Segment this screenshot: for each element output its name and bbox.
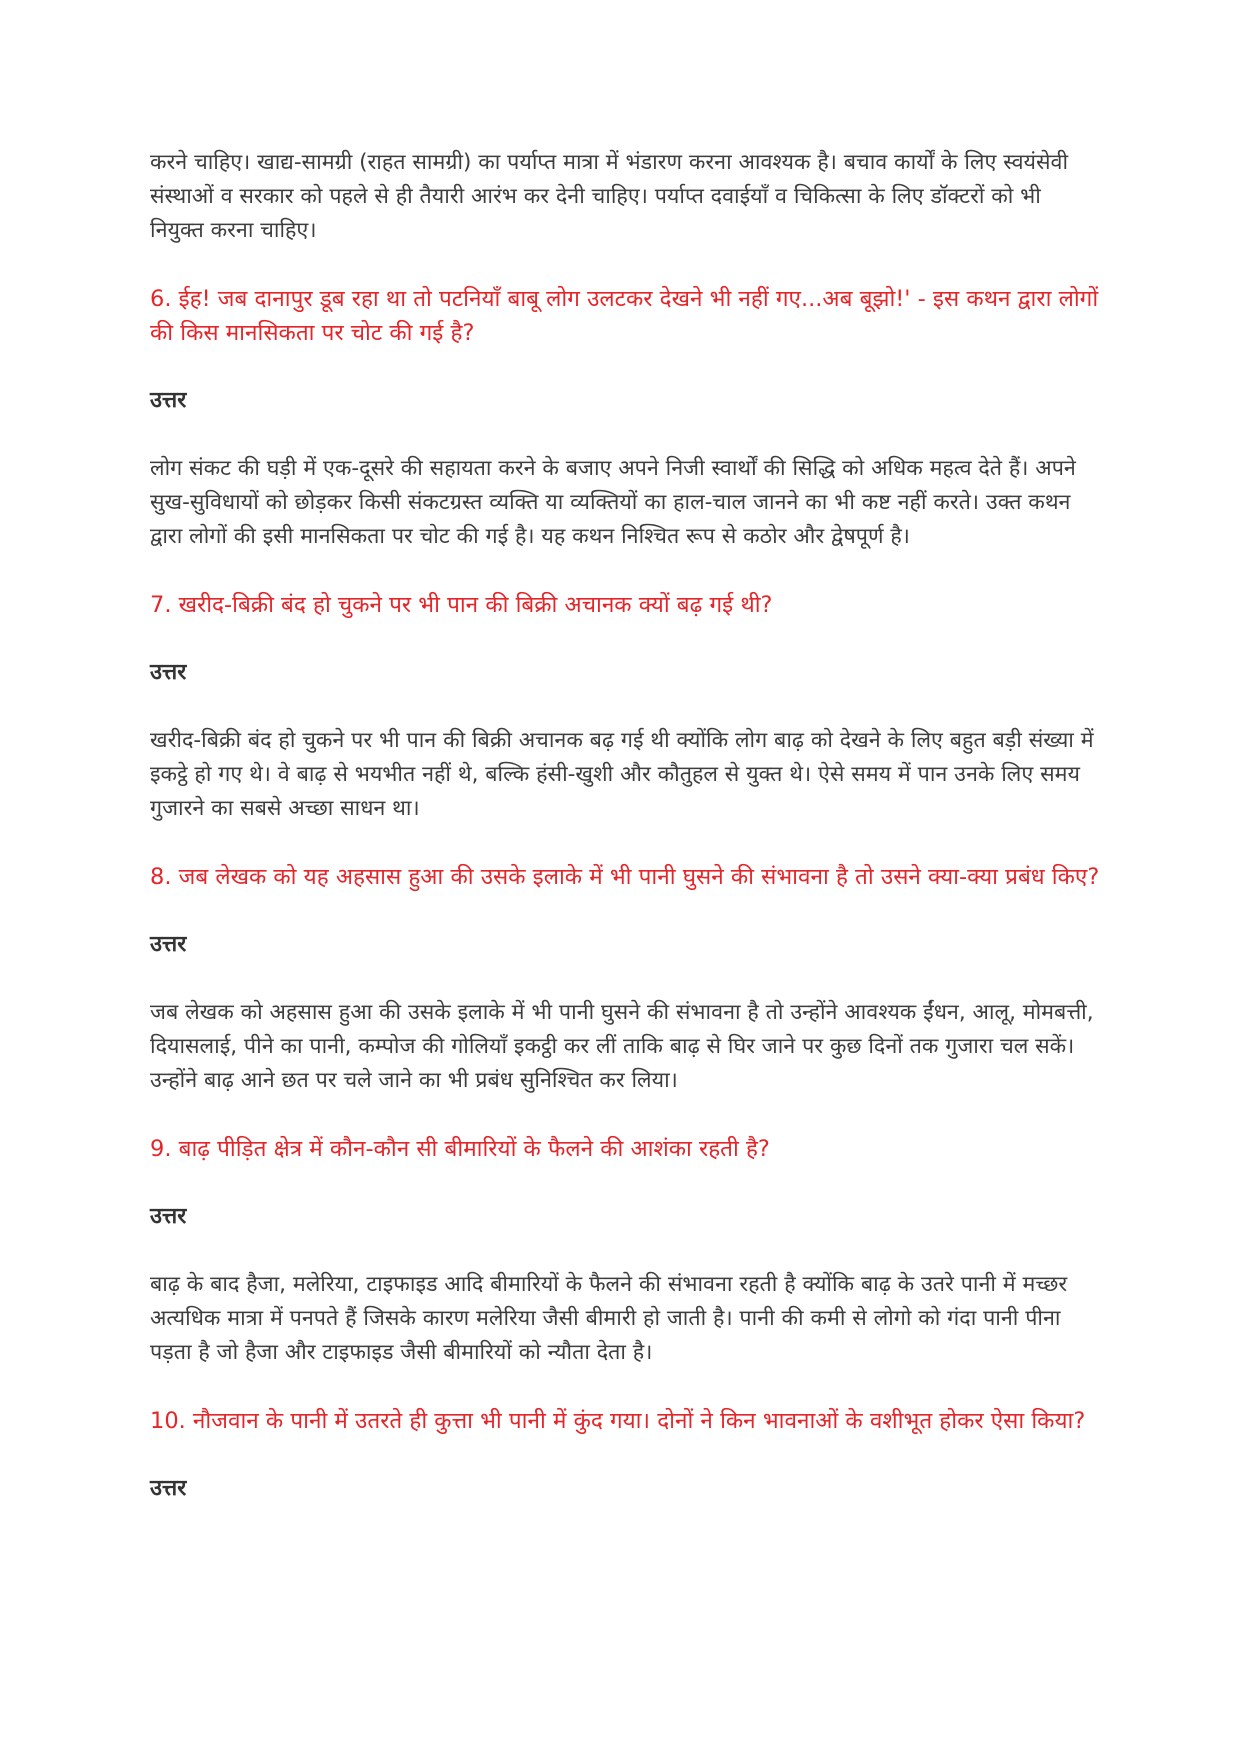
document-page	[150, 146, 1100, 1506]
answer-label: उत्तर	[150, 660, 187, 685]
question-7: 7. खरीद-बिक्री बंद हो चुकने पर भी पान की बिक्री अचानक क्यों बढ़ गई थी?	[150, 592, 773, 618]
answer-6: लोग संकट की घड़ी में एक-दूसरे की सहायता करने के बजाए अपने निजी स्वार्थों की सिद्धि को अधिक महत्व देते हैं। अपने सुख-सुविधायों को छोड़कर किसी संकटग्रस्त व्यक्ति या व्यक्तियों का हाल-चाल जानने का भी कष्ट नहीं करते। उक्त कथन द्वारा लोगों की इसी मानसिकता पर चोट की गई है। यह कथन निश्चित रूप से कठोर और द्वेषपूर्ण है।	[150, 456, 1076, 549]
answer-9: बाढ़ के बाद हैजा, मलेरिया, टाइफाइड आदि बीमारियों के फैलने की संभावना रहती है क्योंकि बाढ़ के उतरे पानी में मच्छर अत्यधिक मात्रा में पनपते हैं जिसके कारण मलेरिया जैसी बीमारी हो जाती है। पानी की कमी से लोगो को गंदा पानी पीना पड़ता है जो हैजा और टाइफाइड जैसी बीमारियों को न्यौता देता है।	[150, 1272, 1068, 1365]
question-9: 9. बाढ़ पीड़ित क्षेत्र में कौन-कौन सी बीमारियों के फैलने की आशंका रहती है?	[150, 1136, 770, 1162]
answer-label: उत्तर	[150, 388, 187, 413]
question-6: 6. ईह! जब दानापुर डूब रहा था तो पटनियाँ बाबू लोग उलटकर देखने भी नहीं गए...अब बूझो!' - इस कथन द्वारा लोगों की किस मानसिकता पर चोट की गई है?	[150, 286, 1099, 346]
question-10: 10. नौजवान के पानी में उतरते ही कुत्ता भी पानी में कुंद गया। दोनों ने किन भावनाओं के वशीभूत होकर ऐसा किया?	[150, 1408, 1086, 1434]
intro-paragraph: करने चाहिए। खाद्य-सामग्री (राहत सामग्री) का पर्याप्त मात्रा में भंडारण करना आवश्यक है। बचाव कार्यों के लिए स्वयंसेवी संस्थाओं व सरकार को पहले से ही तैयारी आरंभ कर देनी चाहिए। पर्याप्त दवाईयाँ व चिकित्सा के लिए डॉक्टरों को भी नियुक्त करना चाहिए।	[150, 150, 1069, 243]
answer-8: जब लेखक को अहसास हुआ की उसके इलाके में भी पानी घुसने की संभावना है तो उन्होंने आवश्यक ईंधन, आलू, मोमबत्ती, दियासलाई, पीने का पानी, कम्पोज की गोलियाँ इकट्ठी कर लीं ताकि बाढ़ से घिर जाने पर कुछ दिनों तक गुजारा चल सकें। उन्होंने बाढ़ आने छत पर चले जाने का भी प्रबंध सुनिश्चित कर लिया।	[150, 1000, 1094, 1093]
answer-7: खरीद-बिक्री बंद हो चुकने पर भी पान की बिक्री अचानक बढ़ गई थी क्योंकि लोग बाढ़ को देखने के लिए बहुत बड़ी संख्या में इकट्ठे हो गए थे। वे बाढ़ से भयभीत नहीं थे, बल्कि हंसी-खुशी और कौतुहल से युक्त थे। ऐसे समय में पान उनके लिए समय गुजारने का सबसे अच्छा साधन था।	[150, 728, 1094, 821]
answer-label: उत्तर	[150, 1476, 187, 1501]
question-8: 8. जब लेखक को यह अहसास हुआ की उसके इलाके में भी पानी घुसने की संभावना है तो उसने क्या-क्या प्रबंध किए?	[150, 864, 1100, 890]
answer-label: उत्तर	[150, 1204, 187, 1229]
answer-label: उत्तर	[150, 932, 187, 957]
